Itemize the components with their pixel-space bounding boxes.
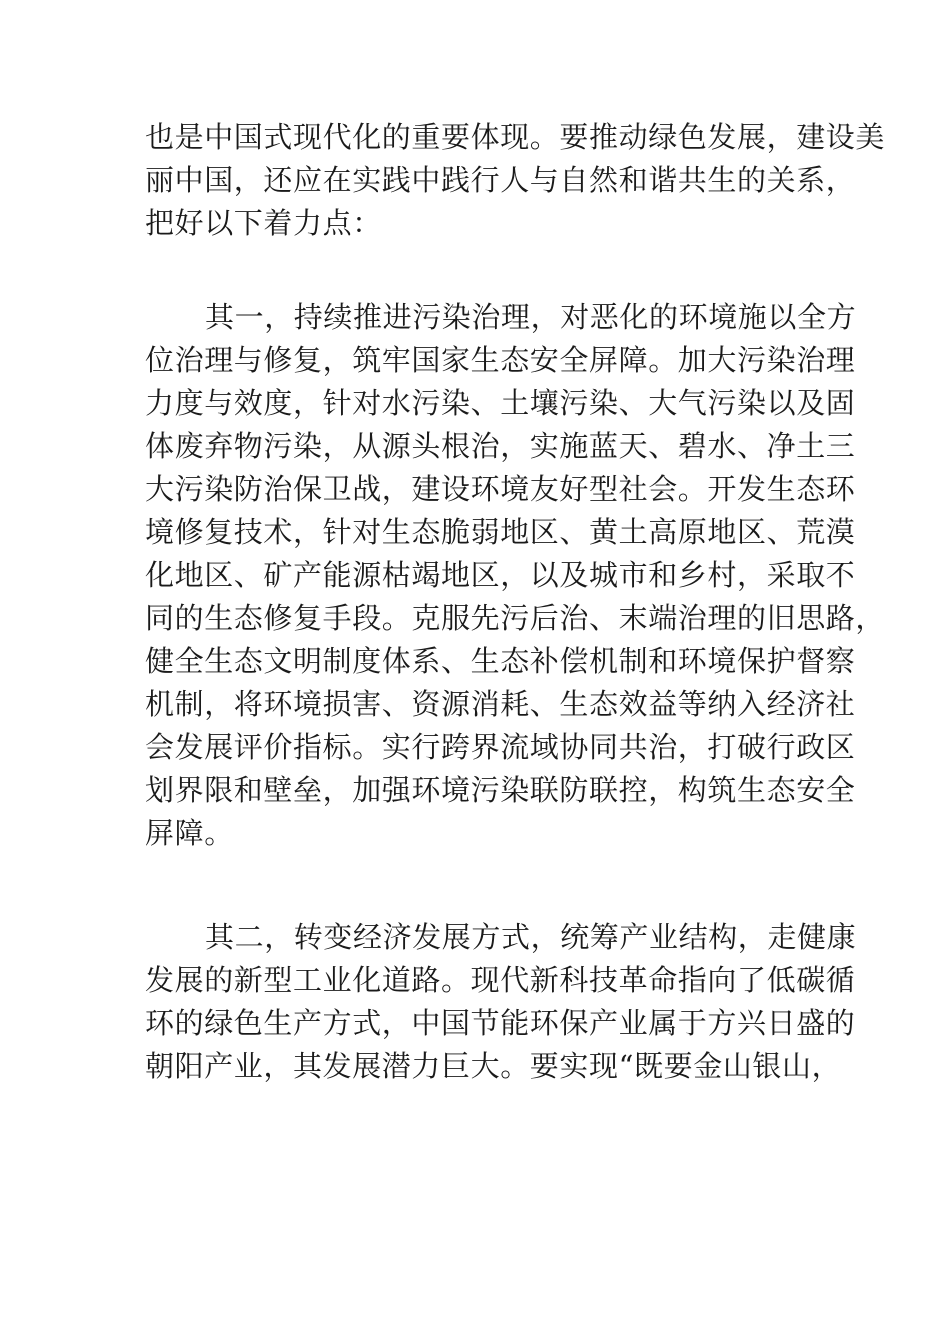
paragraph1-line-2: 位治理与修复，筑牢国家生态安全屏障。加大污染治理 — [145, 343, 856, 377]
paragraph1-line-1: 其一，持续推进污染治理，对恶化的环境施以全方 — [205, 300, 857, 334]
paragraph1-line-11: 会发展评价指标。实行跨界流域协同共治，打破行政区 — [145, 730, 856, 764]
paragraph2-line-3: 环的绿色生产方式，中国节能环保产业属于方兴日盛的 — [145, 1006, 856, 1040]
paragraph1-line-13: 屏障。 — [145, 816, 234, 850]
paragraph1-line-10: 机制，将环境损害、资源消耗、生态效益等纳入经济社 — [145, 687, 856, 721]
paragraph1-line-6: 境修复技术，针对生态脆弱地区、黄土高原地区、荒漠 — [145, 515, 856, 549]
paragraph1-line-5: 大污染防治保卫战，建设环境友好型社会。开发生态环 — [145, 472, 856, 506]
paragraph1-line-4: 体废弃物污染，从源头根治，实施蓝天、碧水、净土三 — [145, 429, 856, 463]
intro-line-1: 也是中国式现代化的重要体现。要推动绿色发展，建设美 — [145, 120, 886, 154]
paragraph1-line-8: 同的生态修复手段。克服先污后治、末端治理的旧思路， — [145, 601, 886, 635]
paragraph2-line-4: 朝阳产业，其发展潜力巨大。要实现“既要金山银山， — [145, 1049, 842, 1083]
paragraph2-line-2: 发展的新型工业化道路。现代新科技革命指向了低碳循 — [145, 963, 856, 997]
paragraph1-line-3: 力度与效度，针对水污染、土壤污染、大气污染以及固 — [145, 386, 856, 420]
paragraph1-line-9: 健全生态文明制度体系、生态补偿机制和环境保护督察 — [145, 644, 856, 678]
paragraph1-line-7: 化地区、矿产能源枯竭地区，以及城市和乡村，采取不 — [145, 558, 856, 592]
paragraph1-line-12: 划界限和壁垒，加强环境污染联防联控，构筑生态安全 — [145, 773, 856, 807]
intro-line-2: 丽中国，还应在实践中践行人与自然和谐共生的关系， — [145, 163, 856, 197]
paragraph2-line-1: 其二，转变经济发展方式，统筹产业结构，走健康 — [205, 920, 857, 954]
intro-line-3: 把好以下着力点： — [145, 206, 382, 240]
